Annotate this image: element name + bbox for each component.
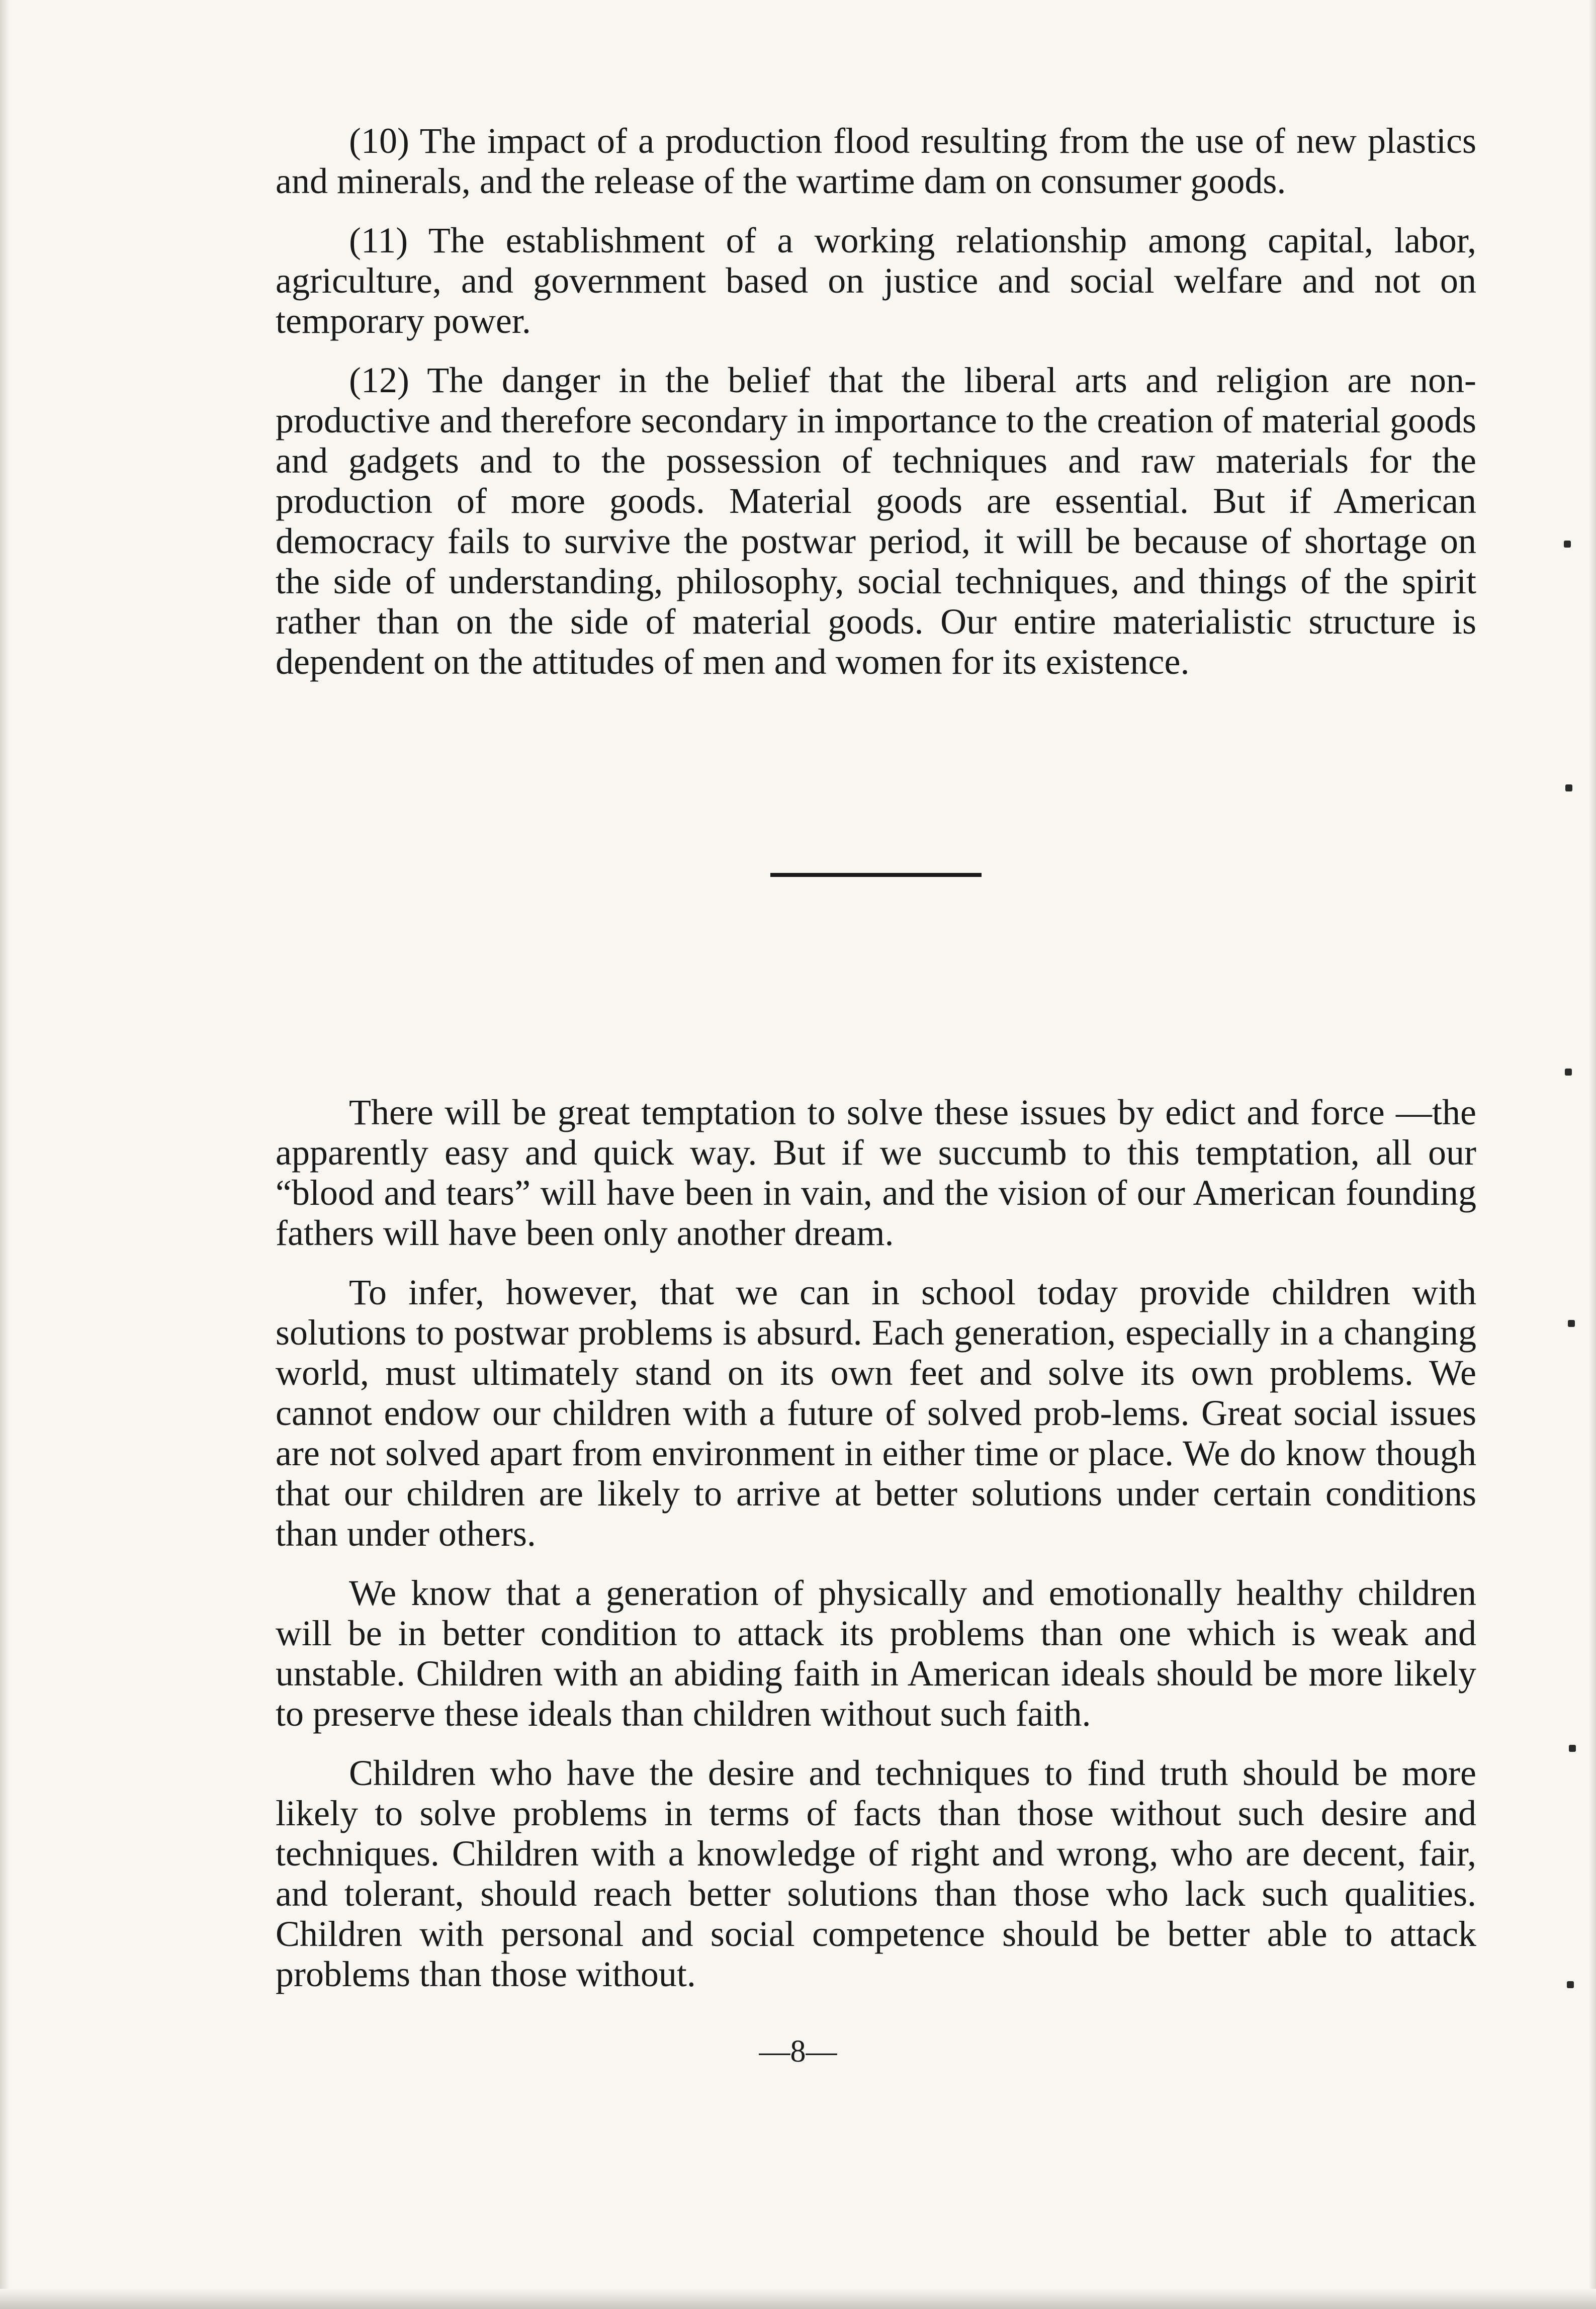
scan-mark [1565, 1069, 1572, 1076]
page-right-edge-shadow [1589, 0, 1596, 2309]
body-paragraph: There will be great temptation to solve these issues by edict and force —the apparently easy and quick way. But if we succumb to this temptation, all our “blood and tears” will have been in vain, and the vision of our American founding fathers will have been only another dream. [276, 1092, 1476, 1253]
body-paragraph: We know that a generation of physically and emotionally healthy children will be in better condition to attack its problems than one which is weak and unstable. Children with an abiding faith in American ideals should be more likely to preserve these ideals than children without such faith. [276, 1573, 1476, 1734]
scan-mark [1564, 541, 1571, 548]
section-divider-rule [770, 873, 982, 877]
scan-mark [1567, 1981, 1574, 1988]
body-paragraph: To infer, however, that we can in school today provide children with solutions to postwar problems is absurd. Each generation, especially in a changing world, must ultimately stand on its own feet and solve its own problems. We cannot endow our children with a future of solved prob-lems. Great social issues are not solved apart from environment in either time or place. We do know though that our children are likely to arrive at better solutions under certain conditions than under others. [276, 1272, 1476, 1554]
page-number: —8— [759, 2034, 837, 2069]
body-paragraph: Children who have the desire and techniques to find truth should be more likely to solve problems in terms of facts than those without such desire and techniques. Children with a knowledge of right and wrong, who are decent, fair, and tolerant, should reach better solutions than those who lack such qualities. Children with personal and social competence should be better able to attack problems than those without. [276, 1753, 1476, 1994]
list-item-11: (11) The establishment of a working relationship among capital, labor, agriculture, and government based on justice and social welfare and not on temporary power. [276, 220, 1476, 341]
page-bottom-edge-shadow [0, 2289, 1596, 2309]
body-text-section [276, 1092, 1476, 2013]
page-left-edge-shadow [0, 0, 9, 2309]
scan-mark [1569, 1745, 1576, 1752]
scan-mark [1568, 1320, 1575, 1327]
scan-mark [1565, 784, 1572, 791]
numbered-list-section [276, 121, 1476, 701]
list-item-12: (12) The danger in the belief that the liberal arts and religion are non-productive and therefore secondary in importance to the creation of material goods and gadgets and to the possession of techniques and raw materials for the production of more goods. Material goods are essential. But if American democracy fails to survive the postwar period, it will be because of shortage on the side of understanding, philosophy, social techniques, and things of the spirit rather than on the side of material goods. Our entire materialistic structure is dependent on the attitudes of men and women for its existence. [276, 360, 1476, 682]
list-item-10: (10) The impact of a production flood resulting from the use of new plastics and minerals, and the release of the wartime dam on consumer goods. [276, 121, 1476, 201]
